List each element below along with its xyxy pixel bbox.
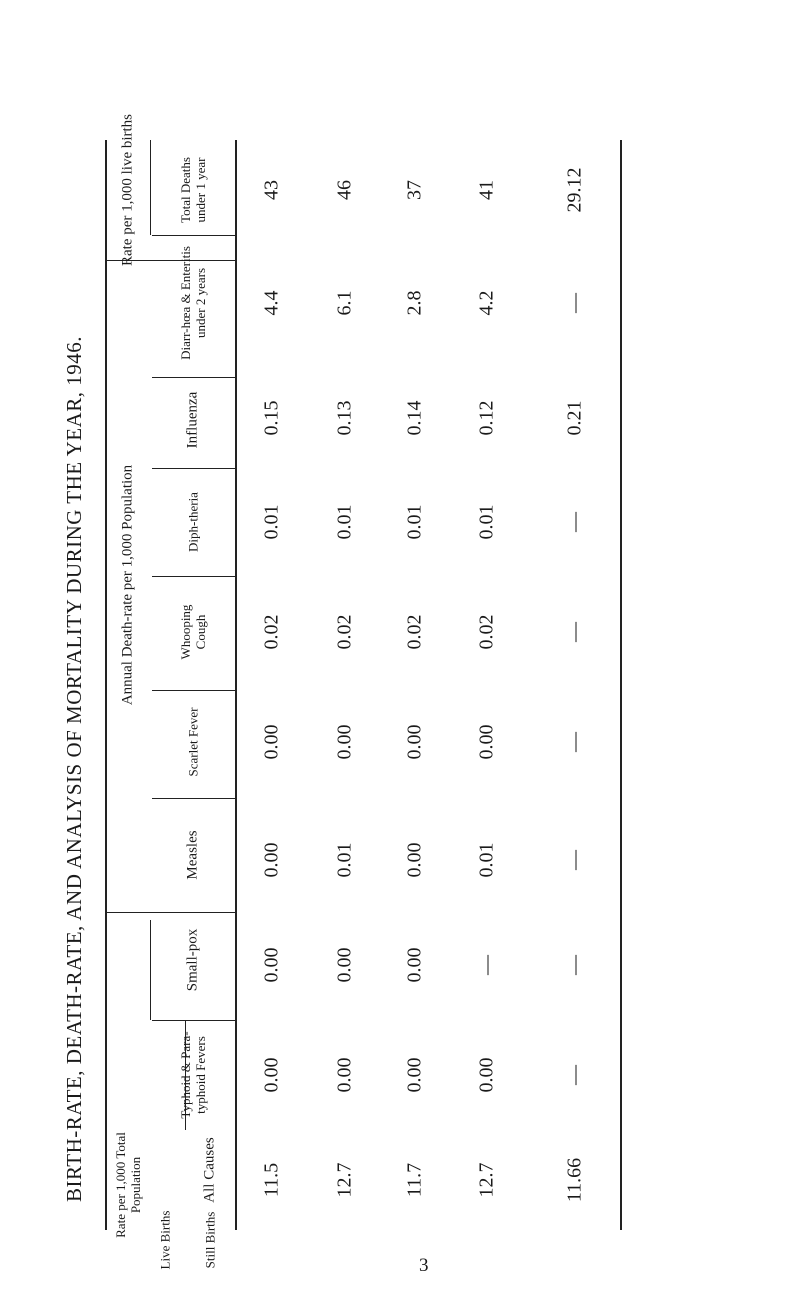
header-total-deaths: Total Deaths under 1 year: [178, 157, 208, 223]
cell-typhoid: 0.00: [260, 1057, 283, 1093]
cell-whooping: 0.02: [403, 614, 426, 650]
cell-measles: 0.01: [475, 842, 498, 878]
cell-influenza: 0.14: [403, 400, 426, 436]
cell-total: 46: [333, 180, 356, 200]
header-rate-live-births: Rate per 1,000 live births: [119, 113, 136, 267]
cell-scarlet: 0.00: [260, 724, 283, 760]
maternal-divider: [620, 140, 622, 1230]
cell-whooping: 0.02: [333, 614, 356, 650]
cell-measles: 0.00: [260, 842, 283, 878]
cell-whooping: 0.02: [475, 614, 498, 650]
rule: [152, 468, 237, 469]
header-measles: Measles: [184, 830, 201, 880]
cell-diphtheria: —: [563, 512, 586, 532]
cell-measles: 0.01: [333, 842, 356, 878]
rule: [152, 1020, 237, 1021]
header-influenza: Influenza: [184, 391, 201, 449]
cell-total: 37: [403, 180, 426, 200]
cell-all-causes: 11.7: [403, 1162, 426, 1198]
rule: [150, 920, 151, 1020]
cell-scarlet: —: [563, 732, 586, 752]
cell-influenza: 0.12: [475, 400, 498, 436]
header-typhoid: Typhoid & Para-typhoid Fevers: [178, 1031, 208, 1119]
cell-influenza: 0.13: [333, 400, 356, 436]
cell-total: 29.12: [563, 167, 586, 213]
cell-whooping: —: [563, 622, 586, 642]
page-number: 3: [419, 1255, 429, 1276]
cell-total: 43: [260, 180, 283, 200]
header-diphtheria: Diph-theria: [185, 492, 201, 552]
cell-diarrhoea: 4.4: [260, 290, 283, 316]
table-left-border: [105, 140, 107, 1230]
cell-total: 41: [475, 180, 498, 200]
header-body-divider: [235, 140, 237, 1230]
rule: [152, 377, 237, 378]
cell-diarrhoea: —: [563, 293, 586, 313]
header-whooping-cough: Whooping Cough: [178, 604, 208, 660]
cell-all-causes: 11.66: [563, 1157, 586, 1203]
header-diarrhoea: Diarr-hœa & Enteritis under 2 years: [178, 246, 208, 360]
cell-measles: 0.00: [403, 842, 426, 878]
cell-scarlet: 0.00: [403, 724, 426, 760]
rule: [152, 576, 237, 577]
cell-diphtheria: 0.01: [260, 504, 283, 540]
header-live-births: Live Births: [157, 1210, 173, 1270]
cell-diarrhoea: 2.8: [403, 290, 426, 316]
cell-diphtheria: 0.01: [475, 504, 498, 540]
header-smallpox: Small-pox: [184, 928, 201, 992]
cell-diarrhoea: 4.2: [475, 290, 498, 316]
cell-whooping: 0.02: [260, 614, 283, 650]
cell-scarlet: 0.00: [333, 724, 356, 760]
cell-influenza: 0.15: [260, 400, 283, 436]
header-still-births: Still Births: [202, 1211, 218, 1269]
cell-smallpox: —: [563, 955, 586, 975]
cell-typhoid: —: [563, 1065, 586, 1085]
cell-all-causes: 12.7: [475, 1162, 498, 1198]
rule: [107, 912, 237, 913]
cell-diphtheria: 0.01: [403, 504, 426, 540]
cell-diphtheria: 0.01: [333, 504, 356, 540]
header-rate-total-pop: Rate per 1,000 Total Population: [113, 1132, 143, 1238]
header-death-rate: Annual Death-rate per 1,000 Population: [119, 464, 136, 706]
cell-smallpox: 0.00: [333, 947, 356, 983]
cell-smallpox: 0.00: [403, 947, 426, 983]
rule: [152, 690, 237, 691]
cell-diarrhoea: 6.1: [333, 290, 356, 316]
cell-influenza: 0.21: [563, 400, 586, 436]
header-all-causes: All Causes: [201, 1137, 218, 1203]
rule: [150, 140, 151, 235]
cell-typhoid: 0.00: [403, 1057, 426, 1093]
page-title: BIRTH-RATE, DEATH-RATE, AND ANALYSIS OF MORTALITY DURING THE YEAR, 1946.: [62, 336, 86, 1202]
cell-smallpox: 0.00: [260, 947, 283, 983]
cell-measles: —: [563, 850, 586, 870]
cell-typhoid: 0.00: [475, 1057, 498, 1093]
cell-all-causes: 11.5: [260, 1162, 283, 1198]
cell-smallpox: —: [475, 955, 498, 975]
cell-typhoid: 0.00: [333, 1057, 356, 1093]
cell-all-causes: 12.7: [333, 1162, 356, 1198]
header-scarlet-fever: Scarlet Fever: [185, 707, 201, 777]
cell-scarlet: 0.00: [475, 724, 498, 760]
rule: [152, 235, 237, 236]
rule: [152, 798, 237, 799]
